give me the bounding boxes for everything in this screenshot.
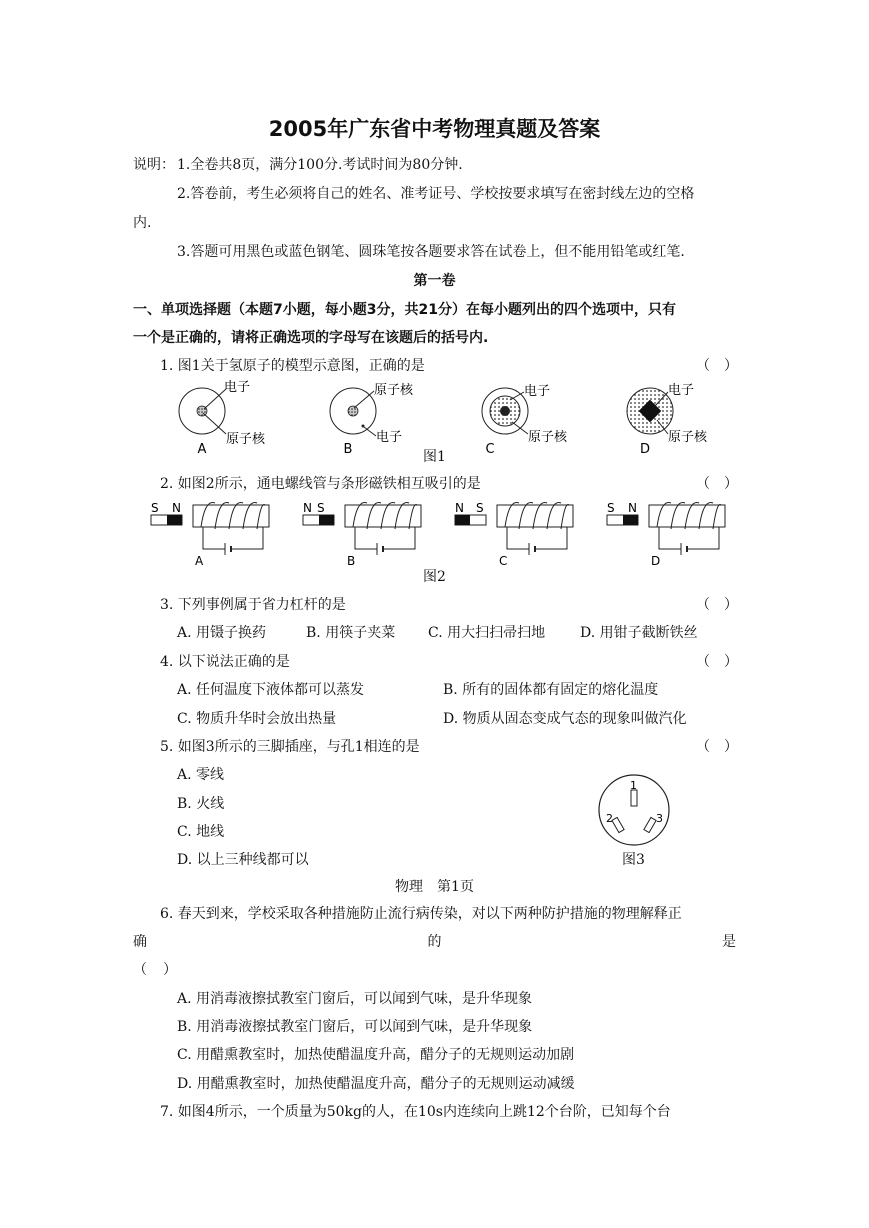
label-electron: 电子: [524, 384, 551, 399]
pole-label: S: [607, 501, 615, 515]
page-footer: 物理 第1页: [395, 879, 474, 895]
q6-word: 是: [722, 934, 736, 950]
page-title: 2005年广东省中考物理真题及答案: [268, 117, 601, 141]
solenoid-d: [607, 501, 725, 568]
option-label-a: A: [197, 442, 207, 457]
section-heading-line1: 一、单项选择题（本题7小题，每小题3分，共21分）在每小题列出的四个选项中，只有: [133, 302, 676, 318]
paren-close: ）: [163, 962, 177, 978]
solenoid-a: [151, 501, 269, 568]
pole-label: N: [628, 501, 637, 515]
paren-open: （: [133, 962, 147, 978]
solenoid-b: [303, 501, 421, 568]
q6-stem-cont: [133, 931, 736, 951]
q6-option-b: B. 用消毒液擦拭教室门窗后，可以闻到气味，是升华现象: [177, 1019, 533, 1035]
q6-option-a: A. 用消毒液擦拭教室门窗后，可以闻到气味，是升华现象: [177, 991, 533, 1007]
solenoid-c: [455, 501, 573, 568]
q5-stem: 5. 如图3所示的三脚插座，与孔1相连的是: [160, 739, 420, 755]
option-label-b: B: [343, 442, 353, 457]
q6-word: 确: [133, 934, 147, 950]
q4-option-d: D. 物质从固态变成气态的现象叫做汽化: [443, 711, 687, 727]
paren-open: （: [696, 739, 710, 755]
q4-option-c: C. 物质升华时会放出热量: [177, 711, 337, 727]
pole-label: S: [476, 501, 484, 515]
q6-answer-blank: [133, 959, 177, 979]
q6-stem: 6. 春天到来，学校采取各种措施防止流行病传染，对以下两种防护措施的物理解释正: [160, 906, 682, 922]
q5-answer-blank: [696, 736, 738, 756]
pole-label: N: [172, 501, 181, 515]
label-electron: 电子: [224, 380, 251, 395]
instruction-1: 1.全卷共8页，满分100分.考试时间为80分钟.: [177, 157, 463, 173]
option-label-a: A: [195, 554, 204, 568]
q6-option-d: D. 用醋熏教室时，加热使醋温度升高，醋分子的无规则运动减缓: [177, 1076, 575, 1092]
paren-close: ）: [724, 739, 738, 755]
pole-label: N: [303, 501, 312, 515]
paren-open: （: [696, 597, 710, 613]
q2-answer-blank: [696, 473, 738, 493]
figure-3-caption: 图3: [622, 852, 645, 868]
paren-open: （: [696, 476, 710, 492]
paren-open: （: [696, 654, 710, 670]
option-label-b: B: [347, 554, 356, 568]
option-label-c: C: [499, 554, 508, 568]
q4-answer-blank: [696, 651, 738, 671]
figure-3-socket: [596, 772, 676, 852]
pole-label: N: [455, 501, 464, 515]
paren-close: ）: [724, 358, 738, 374]
paren-close: ）: [724, 654, 738, 670]
figure-2-solenoids: [145, 497, 745, 569]
figure-2-caption: 图2: [423, 569, 446, 585]
figure-1-caption: 图1: [423, 449, 446, 465]
q5-option-b: B. 火线: [177, 796, 225, 812]
q3-option-a: A. 用镊子换药: [177, 625, 267, 641]
q4-option-a: A. 任何温度下液体都可以蒸发: [177, 682, 365, 698]
q5-option-a: A. 零线: [177, 767, 225, 783]
option-label-d: D: [639, 442, 651, 457]
instruction-3: 3.答题可用黑色或蓝色钢笔、圆珠笔按各题要求答在试卷上，但不能用铅笔或红笔.: [177, 244, 685, 260]
section-heading-line2: 一个是正确的，请将正确选项的字母写在该题后的括号内.: [133, 330, 489, 346]
q3-option-b: B. 用筷子夹菜: [306, 625, 396, 641]
option-label-d: D: [651, 554, 661, 568]
q6-word: 的: [427, 934, 442, 950]
label-nucleus: 原子核: [226, 432, 266, 447]
q4-stem: 4. 以下说法正确的是: [160, 654, 290, 670]
paren-close: ）: [724, 597, 738, 613]
instruction-2: 2.答卷前，考生必须将自己的姓名、准考证号、学校按要求填写在密封线左边的空格: [177, 186, 695, 202]
q3-option-d: D. 用钳子截断铁丝: [580, 625, 698, 641]
label-electron: 电子: [668, 383, 695, 398]
label-electron: 电子: [376, 430, 403, 445]
hole-label-1: 1: [630, 779, 637, 792]
pole-label: S: [151, 501, 159, 515]
q6-option-c: C. 用醋熏教室时，加热使醋温度升高，醋分子的无规则运动加剧: [177, 1047, 575, 1063]
instruction-2-cont: 内.: [133, 215, 152, 231]
q3-answer-blank: [696, 594, 738, 614]
label-nucleus: 原子核: [668, 430, 708, 445]
q7-stem: 7. 如图4所示，一个质量为50kg的人，在10s内连续向上跳12个台阶，已知每个台: [160, 1104, 671, 1120]
q5-option-d: D. 以上三种线都可以: [177, 852, 309, 868]
label-nucleus: 原子核: [374, 383, 414, 398]
q5-option-c: C. 地线: [177, 824, 225, 840]
q3-option-c: C. 用大扫扫帚扫地: [428, 625, 546, 641]
paren-close: ）: [724, 476, 738, 492]
q2-stem: 2. 如图2所示，通电螺线管与条形磁铁相互吸引的是: [160, 476, 481, 492]
instructions-label: 说明：: [133, 157, 175, 173]
q3-stem: 3. 下列事例属于省力杠杆的是: [160, 597, 346, 613]
q4-option-b: B. 所有的固体都有固定的熔化温度: [443, 682, 659, 698]
hole-label-2: 2: [606, 812, 613, 825]
hole-label-3: 3: [656, 812, 663, 825]
option-label-c: C: [485, 442, 495, 457]
volume-title: 第一卷: [413, 273, 456, 289]
q1-stem: 1. 图1关于氢原子的模型示意图，正确的是: [160, 358, 425, 374]
pole-label: S: [317, 501, 325, 515]
q1-answer-blank: [696, 355, 738, 375]
label-nucleus: 原子核: [528, 430, 568, 445]
paren-open: （: [696, 358, 710, 374]
